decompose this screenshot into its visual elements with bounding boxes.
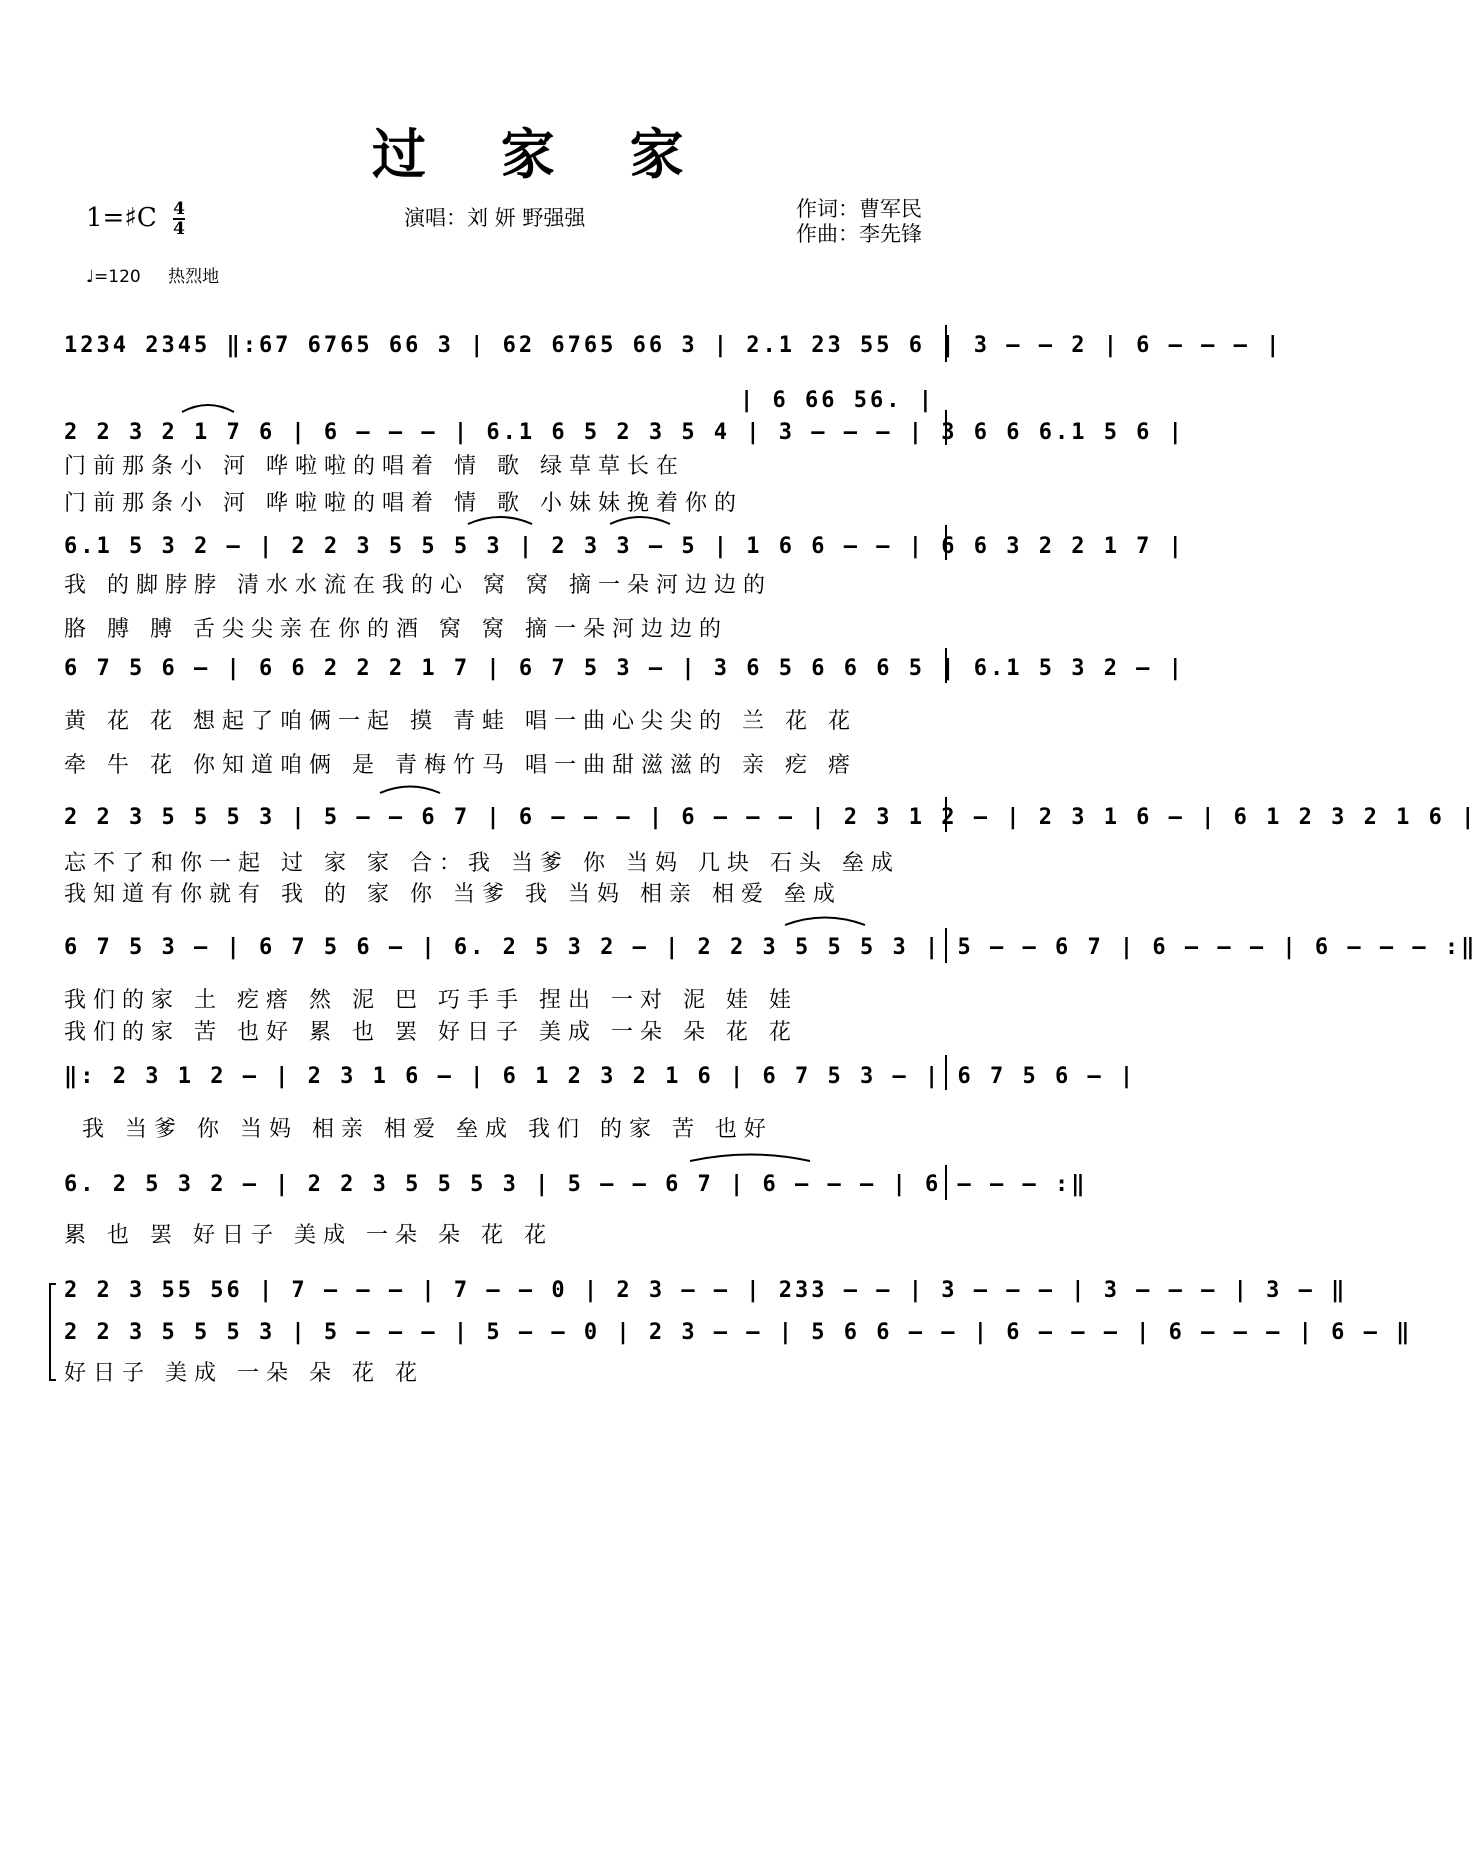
time-top: 4 xyxy=(173,199,185,219)
score-line-4-notes: 6 7 5 6 – | 6 6 2 2 2 1 7 | 6 7 5 3 – | 3 6 5 6 6 6 5 | 6.1 5 3 2 – | xyxy=(64,656,1185,681)
score-line-4-lyric-1: 黄 花 花 想起了咱俩一起 摸 青蛙 唱一曲心尖尖的 兰 花 花 xyxy=(64,709,857,734)
score-line-5-lyric-1: 忘不了和你一起 过 家 家 合：我 当爹 你 当妈 几块 石头 垒成 xyxy=(64,851,900,876)
score-line-7-notes: ‖: 2 3 1 2 – | 2 3 1 6 – | 6 1 2 3 2 1 6 | 6 7 5 3 – | 6 7 5 6 – | xyxy=(64,1064,1137,1089)
score-line-3-lyric-1: 我 的脚脖脖 清水水流在我的心 窝 窝 摘一朵河边边的 xyxy=(64,573,772,598)
slur xyxy=(785,918,865,926)
key-label: 1=♯C xyxy=(86,203,157,233)
slur xyxy=(468,517,532,524)
slur xyxy=(182,405,234,412)
score-line-5-lyric-2: 我知道有你就有 我 的 家 你 当爹 我 当妈 相亲 相爱 垒成 xyxy=(64,882,842,907)
score-line-3-lyric-2: 胳 膊 膊 舌尖尖亲在你的酒 窝 窝 摘一朵河边边的 xyxy=(64,617,728,642)
time-bottom: 4 xyxy=(173,219,185,239)
score-line-7-lyric-1: 我 当爹 你 当妈 相亲 相爱 垒成 我们 的家 苦 也好 xyxy=(82,1117,773,1142)
score-line-9-upper: 2 2 3 55 56 | 7 – – – | 7 – – 0 | 2 3 – – | 233 – – | 3 – – – | 3 – – – | 3 – ‖ xyxy=(64,1278,1348,1303)
score-line-6-lyric-2: 我们的家 苦 也好 累 也 罢 好日子 美成 一朵 朵 花 花 xyxy=(64,1020,798,1045)
score-line-8-lyric-1: 累 也 罢 好日子 美成 一朵 朵 花 花 xyxy=(64,1223,553,1248)
score-line-2-lyric-2: 门前那条小 河 哗啦啦的唱着 情 歌 小妹妹挽着你的 xyxy=(64,491,743,516)
song-title: 过 家 家 xyxy=(372,122,712,186)
score-line-1-notes: 1234 2345 ‖:67 6765 66 3 | 62 6765 66 3 | 2.1 23 55 6 | 3 – – 2 | 6 – – – | xyxy=(64,333,1283,358)
score-line-8-notes: 6. 2 5 3 2 – | 2 2 3 5 5 5 3 | 5 – – 6 7 | 6 – – – | 6 – – – :‖ xyxy=(64,1172,1088,1197)
slur xyxy=(610,517,670,524)
expression-marking: 热烈地 xyxy=(168,267,220,287)
score-line-9-lyric-1: 好日子 美成 一朵 朵 花 花 xyxy=(64,1361,424,1386)
score-line-6-lyric-1: 我们的家 土 疙瘩 然 泥 巴 巧手手 捏出 一对 泥 娃 娃 xyxy=(64,988,798,1013)
tempo-value: ♩=120 xyxy=(86,267,141,287)
score-line-3-notes: 6.1 5 3 2 – | 2 2 3 5 5 5 3 | 2 3 3 – 5 | 1 6 6 – – | 6 6 3 2 2 1 7 | xyxy=(64,534,1185,559)
score-line-2-notes: 2 2 3 2 1 7 6 | 6 – – – | 6.1 6 5 2 3 5 4 | 3 – – – | 3 6 6 6.1 5 6 | xyxy=(64,420,1185,445)
performers: 演唱：刘 妍 野强强 xyxy=(404,206,586,230)
score-line-9-lower: 2 2 3 5 5 5 3 | 5 – – – | 5 – – 0 | 2 3 – – | 5 6 6 – – | 6 – – – | 6 – – – | 6 – ‖ xyxy=(64,1320,1413,1345)
system-bracket xyxy=(50,1284,56,1380)
score-line-4-lyric-2: 牵 牛 花 你知道咱俩 是 青梅竹马 唱一曲甜滋滋的 亲 疙 瘩 xyxy=(64,753,857,778)
score-line-2-upper: | 6 66 56. | xyxy=(740,388,935,413)
score-line-2-lyric-1: 门前那条小 河 哗啦啦的唱着 情 歌 绿草草长在 xyxy=(64,454,685,479)
slur xyxy=(690,1155,810,1162)
slur xyxy=(380,787,440,794)
score-line-6-notes: 6 7 5 3 – | 6 7 5 6 – | 6. 2 5 3 2 – | 2 2 3 5 5 5 3 | 5 – – 6 7 | 6 – – – | 6 – – – :‖ xyxy=(64,935,1477,960)
composer: 作曲：李先锋 xyxy=(796,222,922,246)
lyricist: 作词：曹军民 xyxy=(796,197,922,221)
score-line-5-notes: 2 2 3 5 5 5 3 | 5 – – 6 7 | 6 – – – | 6 – – – | 2 3 1 2 – | 2 3 1 6 – | 6 1 2 3 2 1 6 | xyxy=(64,805,1477,830)
